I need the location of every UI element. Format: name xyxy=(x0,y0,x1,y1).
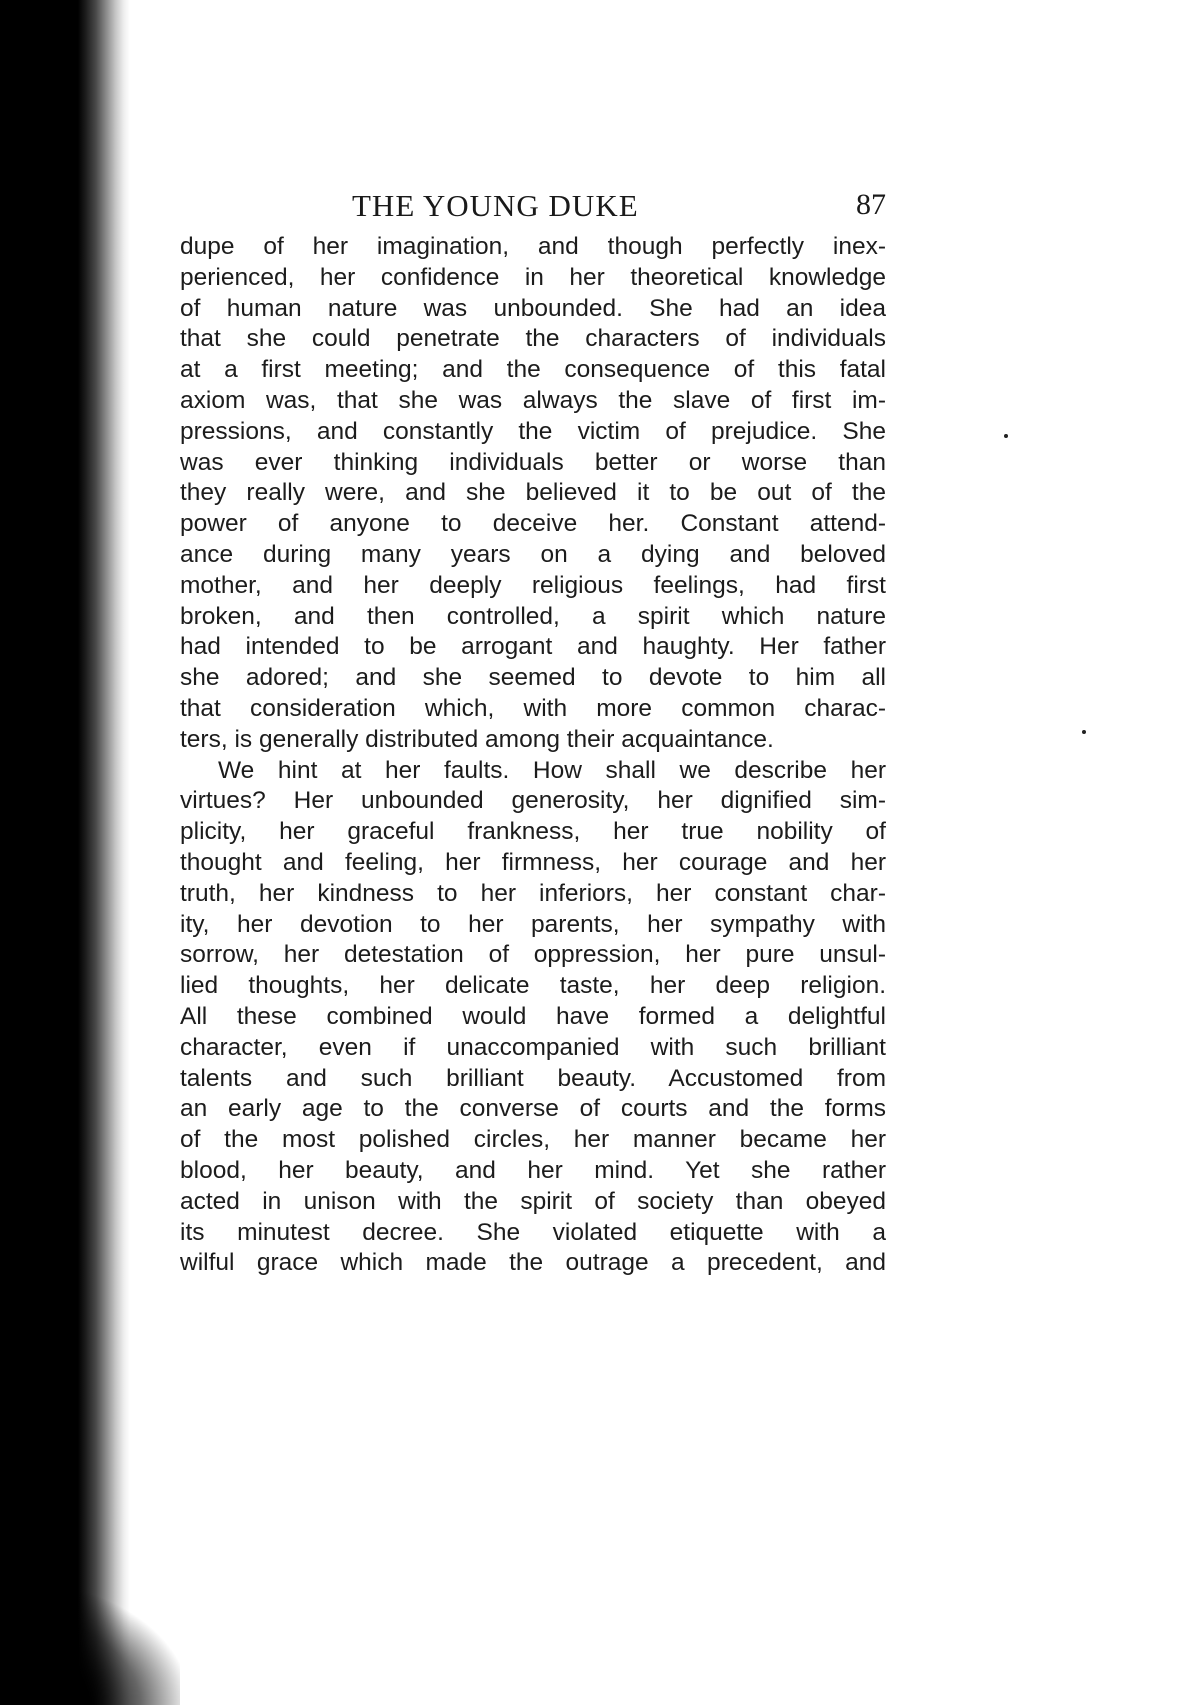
text-line: truth, her kindness to her inferiors, her constant char- xyxy=(180,879,886,907)
text-line: axiom was, that she was always the slave of first im- xyxy=(180,386,886,414)
text-line: plicity, her graceful frankness, her true nobility of xyxy=(180,818,886,846)
text-line: that she could penetrate the characters of individuals xyxy=(180,325,886,353)
text-line: sorrow, her detestation of oppression, her pure unsul- xyxy=(180,941,886,969)
text-line: at a first meeting; and the consequence of this fatal xyxy=(180,356,886,384)
text-line: had intended to be arrogant and haughty. Her father xyxy=(180,633,886,661)
text-line: We hint at her faults. How shall we describe her xyxy=(218,756,886,784)
text-line: blood, her beauty, and her mind. Yet she rather xyxy=(180,1156,886,1184)
text-line: pressions, and constantly the victim of prejudice. She xyxy=(180,417,886,445)
text-line: ity, her devotion to her parents, her sympathy with xyxy=(180,910,886,938)
running-head xyxy=(180,180,886,232)
paragraph xyxy=(180,232,886,756)
page-number: 87 xyxy=(856,188,886,221)
binding-shadow xyxy=(0,0,130,1705)
text-line: of the most polished circles, her manner became her xyxy=(180,1126,886,1154)
text-line: ance during many years on a dying and beloved xyxy=(180,540,886,568)
text-line: was ever thinking individuals better or worse than xyxy=(180,448,886,476)
text-line: lied thoughts, her delicate taste, her deep religion. xyxy=(180,972,886,1000)
text-line: broken, and then controlled, a spirit which nature xyxy=(180,602,886,630)
text-line: dupe of her imagination, and though perfectly inex- xyxy=(180,233,886,260)
book-page xyxy=(180,180,886,1279)
ink-speck xyxy=(1004,434,1008,438)
text-line: ters, is generally distributed among their acquaintance. xyxy=(180,725,774,753)
text-line: thought and feeling, her firmness, her courage and her xyxy=(180,848,886,876)
ink-speck xyxy=(1082,730,1086,734)
text-line: virtues? Her unbounded generosity, her dignified sim- xyxy=(180,787,886,815)
text-line: perienced, her confidence in her theoretical knowledge xyxy=(180,263,886,291)
text-line: mother, and her deeply religious feelings, had first xyxy=(180,571,886,599)
text-line: an early age to the converse of courts and the forms xyxy=(180,1095,886,1123)
text-line: she adored; and she seemed to devote to him all xyxy=(180,664,886,692)
text-line: its minutest decree. She violated etiquette with a xyxy=(180,1218,886,1246)
text-line: acted in unison with the spirit of society than obeyed xyxy=(180,1187,886,1215)
running-head-title: THE YOUNG DUKE xyxy=(352,188,639,223)
text-line: talents and such brilliant beauty. Accustomed from xyxy=(180,1064,886,1092)
binding-corner-shadow xyxy=(0,1585,180,1705)
text-line: wilful grace which made the outrage a precedent, and xyxy=(180,1249,886,1277)
text-line: All these combined would have formed a delightful xyxy=(180,1002,886,1030)
text-line: that consideration which, with more common charac- xyxy=(180,694,886,722)
paragraph xyxy=(180,756,886,1280)
text-line: of human nature was unbounded. She had an idea xyxy=(180,294,886,322)
text-line: character, even if unaccompanied with such brilliant xyxy=(180,1033,886,1061)
text-line: they really were, and she believed it to be out of the xyxy=(180,479,886,507)
body-text xyxy=(180,232,886,1279)
text-line: power of anyone to deceive her. Constant attend- xyxy=(180,510,886,538)
